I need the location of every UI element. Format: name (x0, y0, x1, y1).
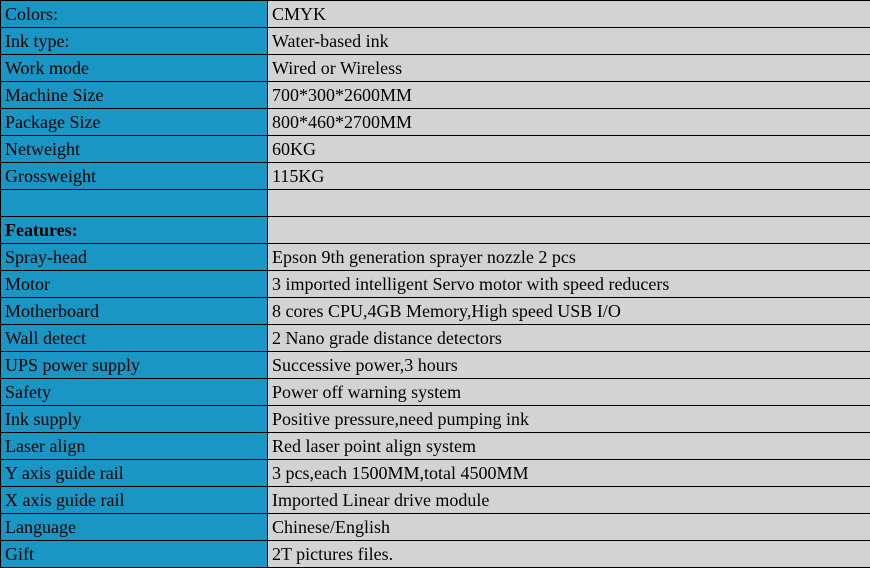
row-label: Gift (1, 541, 268, 568)
row-label: Y axis guide rail (1, 460, 268, 487)
row-label: Motor (1, 271, 268, 298)
row-label: Spray-head (1, 244, 268, 271)
row-label: Package Size (1, 109, 268, 136)
row-value: Successive power,3 hours (268, 352, 870, 379)
row-value (268, 190, 870, 217)
row-value: 700*300*2600MM (268, 82, 870, 109)
row-label: UPS power supply (1, 352, 268, 379)
row-value: Positive pressure,need pumping ink (268, 406, 870, 433)
section-header: Features: (1, 217, 268, 244)
row-label: Motherboard (1, 298, 268, 325)
table-row (1, 352, 870, 379)
table-row (1, 514, 870, 541)
row-value: Power off warning system (268, 379, 870, 406)
table-row (1, 109, 870, 136)
row-label: Grossweight (1, 163, 268, 190)
table-row (1, 136, 870, 163)
table-row (1, 433, 870, 460)
table-row (1, 163, 870, 190)
table-row (1, 28, 870, 55)
row-label: Machine Size (1, 82, 268, 109)
table-row (1, 325, 870, 352)
table-row (1, 244, 870, 271)
table-row (1, 55, 870, 82)
row-value: 2T pictures files. (268, 541, 870, 568)
table-row (1, 487, 870, 514)
row-label: Colors: (1, 1, 268, 28)
row-value: Water-based ink (268, 28, 870, 55)
table-row (1, 460, 870, 487)
row-label: Language (1, 514, 268, 541)
table-row (1, 541, 870, 568)
row-value: 2 Nano grade distance detectors (268, 325, 870, 352)
row-value: CMYK (268, 1, 870, 28)
row-label: X axis guide rail (1, 487, 268, 514)
row-value: 60KG (268, 136, 870, 163)
row-label: Ink supply (1, 406, 268, 433)
row-value: 3 pcs,each 1500MM,total 4500MM (268, 460, 870, 487)
row-label: Safety (1, 379, 268, 406)
row-value (268, 217, 870, 244)
row-label: Netweight (1, 136, 268, 163)
row-value: Chinese/English (268, 514, 870, 541)
row-label: Wall detect (1, 325, 268, 352)
table-row (1, 298, 870, 325)
row-label (1, 190, 268, 217)
section-header-row (1, 217, 870, 244)
row-label: Ink type: (1, 28, 268, 55)
spec-table-body (1, 1, 870, 568)
table-row (1, 1, 870, 28)
table-row (1, 406, 870, 433)
row-value: 115KG (268, 163, 870, 190)
table-row (1, 271, 870, 298)
row-label: Work mode (1, 55, 268, 82)
table-row (1, 379, 870, 406)
table-row (1, 82, 870, 109)
row-value: Wired or Wireless (268, 55, 870, 82)
row-label: Laser align (1, 433, 268, 460)
row-value: Imported Linear drive module (268, 487, 870, 514)
row-value: 3 imported intelligent Servo motor with speed reducers (268, 271, 870, 298)
row-value: Epson 9th generation sprayer nozzle 2 pcs (268, 244, 870, 271)
spacer-row (1, 190, 870, 217)
row-value: 800*460*2700MM (268, 109, 870, 136)
row-value: 8 cores CPU,4GB Memory,High speed USB I/O (268, 298, 870, 325)
row-value: Red laser point align system (268, 433, 870, 460)
